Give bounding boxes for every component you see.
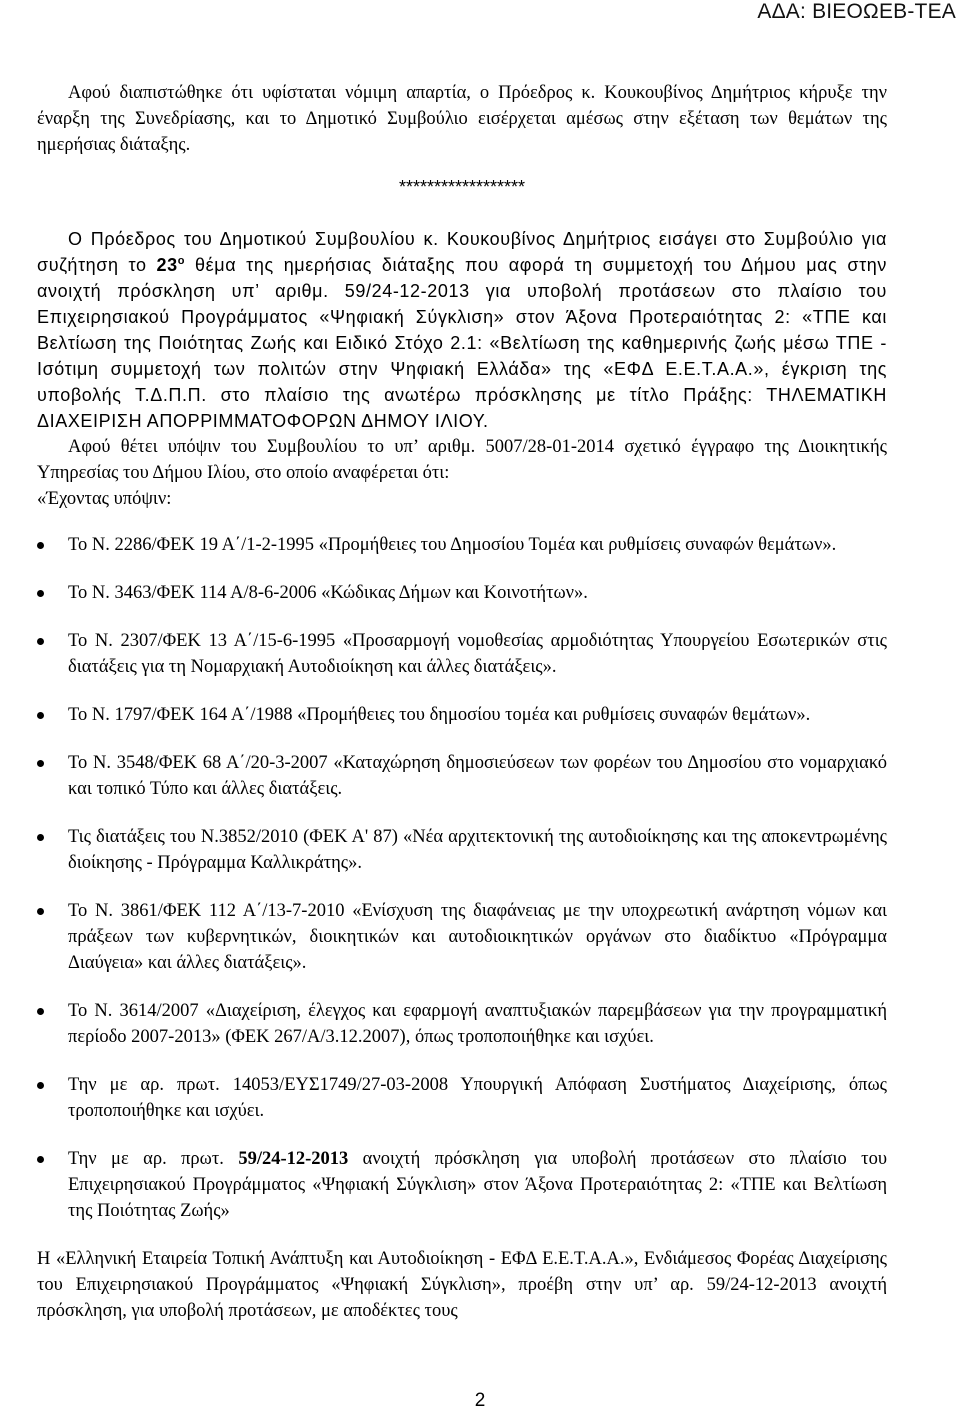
list-item: Το Ν. 3861/ΦΕΚ 112 Α΄/13-7-2010 «Ενίσχυση της διαφάνειας με την υποχρεωτική ανάρτηση νόμων και πράξεων των κυβερνητικών, διοικητικών και αυτοδιοικητικών οργάνων στο διαδίκτυο «Πρόγραμμα Διαύγεια» και άλλες διατάξεις». (37, 898, 887, 976)
list-item: Τις διατάξεις του Ν.3852/2010 (ΦΕΚ Α' 87) «Νέα αρχιτεκτονική της αυτοδιοίκησης και της αποκεντρωμένης διοίκησης - Πρόγραμμα Καλλικράτης». (37, 824, 887, 876)
topic-text-start: Ο Πρόεδρος του Δημοτικού Συμβουλίου κ. Κουκουβίνος Δημήτριος εισάγει στο Συμβούλιο για συζήτηση το (37, 229, 887, 275)
bullet-icon (37, 1156, 44, 1163)
bullet-icon (37, 712, 44, 719)
bullet-icon (37, 760, 44, 767)
list-item: Το Ν. 2307/ΦΕΚ 13 Α΄/15-6-1995 «Προσαρμογή νομοθεσίας αρμοδιότητας Υπουργείου Εσωτερικών στις διατάξεις για τη Νομαρχιακή Αυτοδιοίκηση και άλλες διατάξεις». (37, 628, 887, 680)
separator: ****************** (398, 177, 526, 197)
bullet-icon (37, 908, 44, 915)
closing-paragraph: Η «Ελληνική Εταιρεία Τοπική Ανάπτυξη και Αυτοδιοίκηση - ΕΦΔ Ε.Ε.Τ.Α.Α.», Ενδιάμεσος Φορέας Διαχείρισης του Επιχειρησιακού Προγράμματος «Ψηφιακή Σύγκλιση», προέβη στην υπ’ αρ. 59/24-12-2013 ανοιχτή πρόσκληση, για υποβολή προτάσεων, με αποδέκτες τους (37, 1249, 887, 1321)
considering-label: «Έχοντας υπόψιν: (37, 489, 172, 509)
page-number: 2 (474, 1390, 486, 1411)
list-item: Το Ν. 1797/ΦΕΚ 164 Α΄/1988 «Προμήθειες του δημοσίου τομέα και ρυθμίσεις συναφών θεμάτων». (37, 702, 887, 728)
bullet-icon (37, 834, 44, 841)
bullet-icon (37, 638, 44, 645)
topic-text-rest: θέμα της ημερήσιας διάταξης που αφορά τη συμμετοχή του Δήμου μας στην ανοιχτή πρόσκληση υπ’ αριθμ. 59/24-12-2013 για υποβολή προτάσεων στο πλαίσιο του Επιχειρησιακού Προγράμματος «Ψηφιακή Σύγκλιση» στον Άξονα Προτεραιότητας 2: «ΤΠΕ και Βελτίωση της Ποιότητας Ζωής και Ειδικό Στόχο 2.1: «Βελτίωση της καθημερινής ζωής μέσω ΤΠΕ - Ισότιμη συμμετοχή των πολιτών στην Ψηφιακή Ελλάδα» της «ΕΦΔ Ε.Ε.Τ.Α.Α.», έγκριση της υποβολής Τ.Δ.Π.Π. στο πλαίσιο της ανωτέρω πρόσκλησης με τίτλο Πράξης: ΤΗΛΕΜΑΤΙΚΗ ΔΙΑΧΕΙΡΙΣΗ ΑΠΟΡΡΙΜΜΑΤΟΦΟΡΩΝ ΔΗΜΟΥ ΙΛΙΟΥ. (37, 255, 887, 431)
laws-list (37, 532, 887, 1224)
bullet-icon (37, 542, 44, 549)
document-body (37, 80, 887, 1324)
list-item: Το Ν. 3548/ΦΕΚ 68 Α΄/20-3-2007 «Καταχώρηση δημοσιεύσεων των φορέων του Δημοσίου στο νομαρχιακό και τοπικό Τύπο και άλλες διατάξεις. (37, 750, 887, 802)
bullet-icon (37, 590, 44, 597)
list-item: Την με αρ. πρωτ. 59/24-12-2013 ανοιχτή πρόσκληση για υποβολή προτάσεων στο πλαίσιο του Επιχειρησιακού Προγράμματος «Ψηφιακή Σύγκλιση» στον Άξονα Προτεραιότητας 2: «ΤΠΕ και Βελτίωση της Ποιότητας Ζωής» (37, 1146, 887, 1224)
list-item: Την με αρ. πρωτ. 14053/ΕΥΣ1749/27-03-2008 Υπουργική Απόφαση Συστήματος Διαχείρισης, όπως τροποποιήθηκε και ισχύει. (37, 1072, 887, 1124)
ada-code: ΑΔΑ: ΒΙΕΟΩΕΒ-ΤΕΑ (757, 0, 956, 23)
intro-paragraph: Αφού διαπιστώθηκε ότι υφίσταται νόμιμη απαρτία, ο Πρόεδρος κ. Κουκουβίνος Δημήτριος κήρυξε την έναρξη της Συνεδρίασης, και το Δημοτικό Συμβούλιο εισέρχεται αμέσως στην εξέταση των θεμάτων της ημερήσιας διάταξης. (37, 83, 887, 155)
list-item: Το Ν. 3614/2007 «Διαχείριση, έλεγχος και εφαρμογή αναπτυξιακών παρεμβάσεων για την προγραμματική περίοδο 2007-2013» (ΦΕΚ 267/Α/3.12.2007), όπως τροποποιήθηκε και ισχύει. (37, 998, 887, 1050)
bullet-icon (37, 1008, 44, 1015)
list-item: Το Ν. 3463/ΦΕΚ 114 Α/8-6-2006 «Κώδικας Δήμων και Κοινοτήτων». (37, 580, 887, 606)
bullet-icon (37, 1082, 44, 1089)
topic-number: $23^o$ (156, 255, 186, 275)
topic-paragraph (37, 226, 887, 434)
list-item: Το Ν. 2286/ΦΕΚ 19 Α΄/1-2-1995 «Προμήθειες του Δημοσίου Τομέα και ρυθμίσεις συναφών θεμάτων». (37, 532, 887, 558)
reference-paragraph: Αφού θέτει υπόψιν του Συμβουλίου το υπ’ αριθμ. 5007/28-01-2014 σχετικό έγγραφο της Διοικητικής Υπηρεσίας του Δήμου Ιλίου, στο οποίο αναφέρεται ότι: (37, 437, 887, 483)
